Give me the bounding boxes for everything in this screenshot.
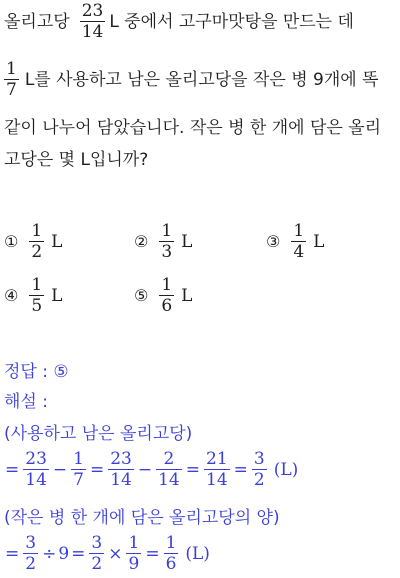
fraction-numerator: 3: [25, 533, 37, 553]
choice-mark: ②: [134, 232, 149, 251]
equals-sign: =: [89, 459, 105, 480]
fraction: [156, 450, 182, 489]
choice-fraction: [29, 222, 44, 261]
times-sign: ×: [108, 543, 123, 564]
equals-sign: =: [5, 543, 20, 564]
fraction-used: [4, 60, 19, 99]
fraction-numerator: 1: [31, 275, 43, 295]
fraction-numerator: 2: [163, 449, 175, 469]
choice-mark: ①: [4, 232, 19, 251]
choice-unit: L: [181, 285, 193, 306]
choice-5[interactable]: [134, 276, 192, 315]
fraction-denominator: 3: [161, 242, 173, 262]
fraction: [164, 534, 179, 573]
choice-fraction: [29, 276, 44, 315]
number: 9: [58, 543, 70, 564]
fraction-numerator: 1: [128, 533, 140, 553]
fraction-denominator: 6: [161, 296, 173, 316]
choice-mark: ③: [266, 232, 281, 251]
fraction: [126, 534, 141, 573]
choice-4[interactable]: [4, 276, 62, 315]
question-text: L 중에서 고구마맛탕을 만드는 데: [109, 11, 354, 32]
explanation-label: 해설 :: [4, 392, 48, 412]
fraction: [252, 450, 267, 489]
choice-fraction: [159, 276, 174, 315]
fraction-total: [80, 2, 106, 41]
choice-3[interactable]: [266, 222, 324, 261]
fraction: [23, 450, 49, 489]
fraction-numerator: 23: [25, 449, 47, 469]
fraction-denominator: 14: [110, 470, 132, 490]
fraction-numerator: 3: [91, 533, 103, 553]
fraction: [23, 534, 38, 573]
fraction-denominator: 9: [128, 554, 140, 574]
fraction-denominator: 2: [31, 242, 43, 262]
equals-sign: =: [5, 459, 20, 480]
fraction-denominator: 14: [158, 470, 180, 490]
fraction-numerator: 1: [161, 275, 173, 295]
choice-2[interactable]: [134, 222, 192, 261]
step1-title: (사용하고 남은 올리고당): [4, 424, 193, 444]
fraction: [71, 450, 86, 489]
fraction-denominator: 14: [81, 22, 104, 42]
fraction-numerator: 1: [293, 221, 305, 241]
fraction-numerator: 1: [161, 221, 173, 241]
fraction-denominator: 2: [91, 554, 103, 574]
fraction-denominator: 2: [253, 470, 265, 490]
divide-sign: ÷: [42, 543, 57, 564]
answer-label: 정답 : ⑤: [4, 362, 69, 382]
choice-unit: L: [51, 231, 63, 252]
fraction-numerator: 1: [165, 533, 177, 553]
choice-unit: L: [181, 231, 193, 252]
question-line-3: 같이 나누어 담았습니다. 작은 병 한 개에 담은 올리: [4, 118, 382, 138]
equals-sign: =: [185, 459, 200, 480]
fraction-numerator: 1: [6, 59, 17, 79]
fraction-numerator: 3: [253, 449, 265, 469]
fraction-numerator: 1: [31, 221, 43, 241]
fraction-denominator: 4: [293, 242, 305, 262]
fraction-denominator: 14: [25, 470, 47, 490]
fraction-denominator: 7: [6, 80, 17, 100]
fraction-denominator: 14: [206, 470, 228, 490]
minus-sign: −: [52, 459, 68, 480]
choice-unit: L: [51, 285, 63, 306]
fraction-denominator: 6: [165, 554, 177, 574]
unit-label: (L): [273, 459, 299, 480]
question-text: L를 사용하고 남은 올리고당을 작은 병 9개에 똑: [24, 69, 379, 90]
minus-sign: −: [137, 459, 153, 480]
fraction: [89, 534, 104, 573]
equals-sign: =: [145, 543, 160, 564]
step1-equation: [4, 450, 298, 489]
choice-mark: ⑤: [134, 286, 149, 305]
fraction-numerator: 23: [81, 1, 104, 21]
fraction-denominator: 5: [31, 296, 43, 316]
question-line-1: [4, 2, 354, 41]
choice-fraction: [159, 222, 174, 261]
question-text: 올리고당: [4, 11, 70, 32]
step2-title: (작은 병 한 개에 담은 올리고당의 양): [4, 508, 280, 528]
fraction: [108, 450, 134, 489]
fraction-denominator: 2: [25, 554, 37, 574]
choice-1[interactable]: [4, 222, 62, 261]
choice-unit: L: [313, 231, 325, 252]
fraction-numerator: 1: [73, 449, 84, 469]
choice-fraction: [291, 222, 306, 261]
equals-sign: =: [71, 543, 86, 564]
fraction-denominator: 7: [73, 470, 84, 490]
fraction-numerator: 21: [206, 449, 228, 469]
question-line-2: [4, 60, 379, 99]
choice-mark: ④: [4, 286, 19, 305]
question-line-4: 고당은 몇 L입니까?: [4, 150, 149, 170]
step2-equation: [4, 534, 210, 573]
equals-sign: =: [233, 459, 248, 480]
fraction: [204, 450, 230, 489]
fraction-numerator: 23: [110, 449, 132, 469]
unit-label: (L): [185, 543, 210, 564]
